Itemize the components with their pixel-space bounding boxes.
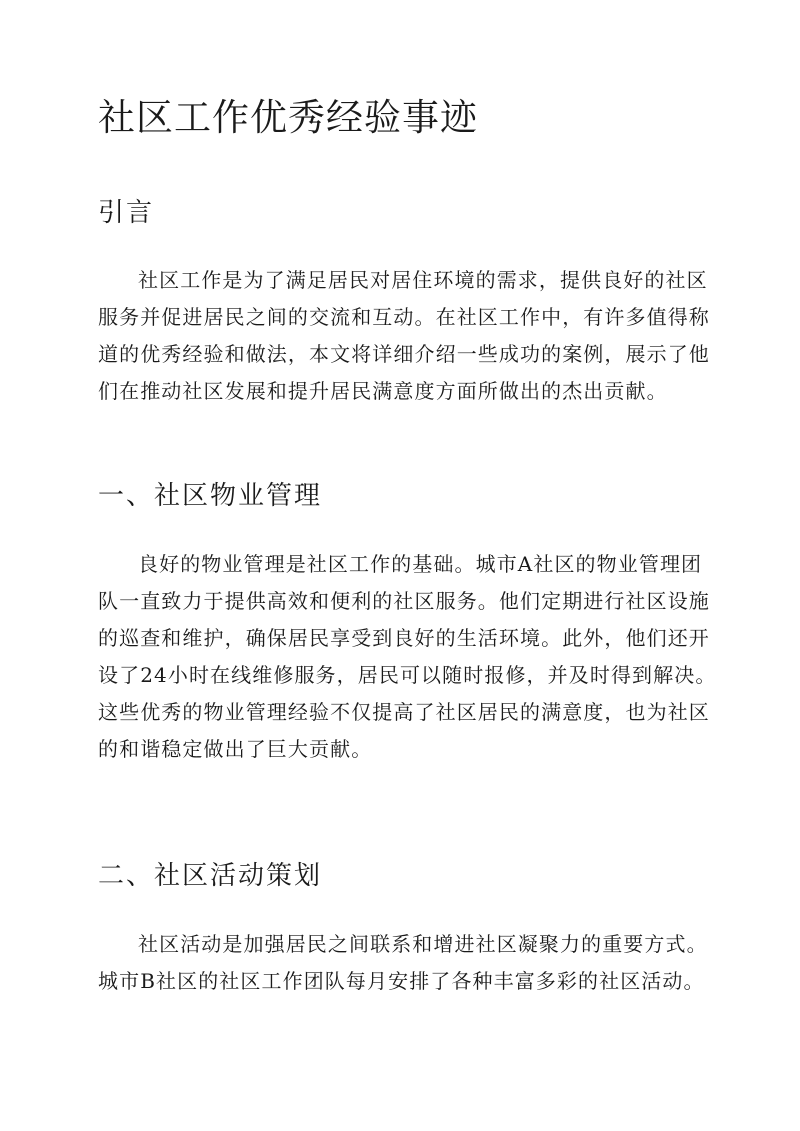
- section-heading-property-management: 一、社区物业管理: [98, 481, 323, 511]
- paragraph-line: 的巡查和维护，确保居民享受到良好的生活环境。此外，他们还开: [98, 626, 710, 650]
- document-title: 社区工作优秀经验事迹: [98, 96, 478, 139]
- paragraph-line: 这些优秀的物业管理经验不仅提高了社区居民的满意度，也为社区: [98, 700, 710, 724]
- paragraph-line: 良好的物业管理是社区工作的基础。城市A社区的物业管理团: [138, 552, 703, 576]
- paragraph-line: 们在推动社区发展和提升居民满意度方面所做出的杰出贡献。: [98, 379, 668, 403]
- paragraph-line: 队一直致力于提供高效和便利的社区服务。他们定期进行社区设施: [98, 589, 710, 613]
- paragraph-line: 道的优秀经验和做法，本文将详细介绍一些成功的案例，展示了他: [98, 342, 710, 366]
- paragraph-line: 城市B社区的社区工作团队每月安排了各种丰富多彩的社区活动。: [98, 969, 705, 993]
- section-paragraph-intro: [98, 262, 710, 410]
- section-paragraph-community-activities: [98, 926, 708, 1000]
- paragraph-line: 服务并促进居民之间的交流和互动。在社区工作中，有许多值得称: [98, 305, 710, 329]
- paragraph-line: 设了24小时在线维修服务，居民可以随时报修，并及时得到解决。: [98, 663, 717, 687]
- paragraph-line: 社区活动是加强居民之间联系和增进社区凝聚力的重要方式。: [138, 932, 708, 956]
- section-paragraph-property-management: [98, 546, 717, 768]
- paragraph-line: 社区工作是为了满足居民对居住环境的需求，提供良好的社区: [138, 268, 708, 292]
- section-heading-community-activities: 二、社区活动策划: [98, 861, 323, 891]
- section-heading-intro: 引言: [98, 198, 155, 228]
- paragraph-line: 的和谐稳定做出了巨大贡献。: [98, 737, 373, 761]
